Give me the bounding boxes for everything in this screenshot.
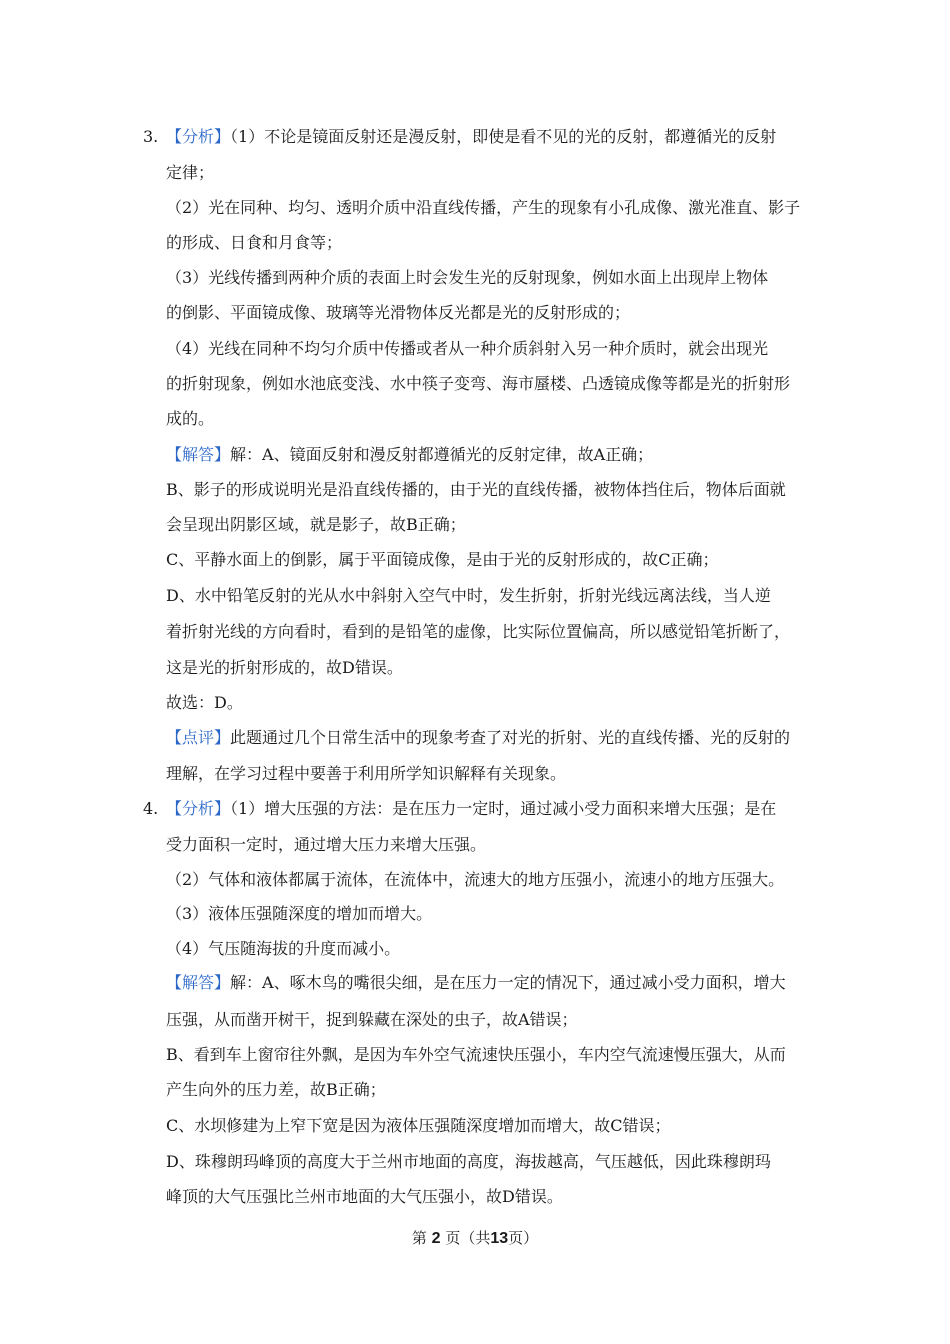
q3-comment-line-2: 理解，在学习过程中要善于利用所学知识解释有关现象。 bbox=[166, 764, 567, 783]
q3-answer-line-2: B、影子的形成说明光是沿直线传播的，由于光的直线传播，被物体挡住后，物体后面就 bbox=[166, 480, 786, 499]
q4-answer-line-1: 【解答】解：A、啄木鸟的嘴很尖细，是在压力一定的情况下，通过减小受力面积，增大 bbox=[166, 973, 786, 992]
answer-tag: 【解答】 bbox=[166, 445, 231, 464]
question-3-number: 3. bbox=[143, 127, 159, 146]
q3-analysis-line-7: （4）光线在同种不均匀介质中传播或者从一种介质斜射入另一种介质时，就会出现光 bbox=[166, 339, 769, 358]
q3-answer-line-1: 【解答】解：A、镜面反射和漫反射都遵循光的反射定律，故A正确； bbox=[166, 445, 654, 464]
page-footer: 第 2 页（共13页） bbox=[411, 1229, 539, 1247]
q3-comment-line-1: 【点评】此题通过几个日常生活中的现象考查了对光的折射、光的直线传播、光的反射的 bbox=[166, 728, 791, 747]
q4-analysis-line-3: （2）气体和液体都属于流体，在流体中，流速大的地方压强小，流速小的地方压强大。 bbox=[166, 870, 785, 889]
q4-analysis-line-4: （3）液体压强随深度的增加而增大。 bbox=[166, 904, 433, 923]
q4-answer-line-3: B、看到车上窗帘往外飘，是因为车外空气流速快压强小，车内空气流速慢压强大，从而 bbox=[166, 1045, 786, 1064]
question-4-number: 4. bbox=[143, 799, 159, 818]
q3-analysis-line-2: 定律； bbox=[166, 163, 215, 182]
comment-tag: 【点评】 bbox=[166, 728, 231, 747]
q4-analysis-line-2: 受力面积一定时，通过增大压力来增大压强。 bbox=[166, 835, 487, 854]
q3-analysis-line-3: （2）光在同种、均匀、透明介质中沿直线传播，产生的现象有小孔成像、激光准直、影子 bbox=[166, 198, 801, 217]
answer-tag: 【解答】 bbox=[166, 973, 231, 992]
total-pages: 13 bbox=[490, 1230, 509, 1247]
analysis-tag: 【分析】 bbox=[166, 127, 231, 146]
q4-answer-line-2: 压强，从而凿开树干，捉到躲藏在深处的虫子，故A错误； bbox=[166, 1010, 578, 1029]
q3-answer-line-3: 会呈现出阴影区域，就是影子，故B正确； bbox=[166, 515, 466, 534]
q4-answer-line-6: D、珠穆朗玛峰顶的高度大于兰州市地面的高度，海拔越高，气压越低，因此珠穆朗玛 bbox=[166, 1152, 771, 1171]
q4-analysis-line-1: 【分析】（1）增大压强的方法：是在压力一定时，通过减小受力面积来增大压强；是在 bbox=[166, 799, 777, 818]
q3-answer-line-7: 这是光的折射形成的，故D错误。 bbox=[166, 658, 403, 677]
q3-answer-line-5: D、水中铅笔反射的光从水中斜射入空气中时，发生折射，折射光线远离法线，当人逆 bbox=[166, 586, 771, 605]
q3-analysis-line-8: 的折射现象，例如水池底变浅、水中筷子变弯、海市蜃楼、凸透镜成像等都是光的折射形 bbox=[166, 374, 791, 393]
q3-answer-line-6: 着折射光线的方向看时，看到的是铅笔的虚像，比实际位置偏高，所以感觉铅笔折断了， bbox=[166, 622, 791, 641]
q4-answer-line-4: 产生向外的压力差，故B正确； bbox=[166, 1080, 386, 1099]
q4-answer-line-7: 峰顶的大气压强比兰州市地面的大气压强小，故D错误。 bbox=[166, 1187, 563, 1206]
analysis-tag: 【分析】 bbox=[166, 799, 231, 818]
q3-answer-choice: 故选：D。 bbox=[166, 693, 243, 712]
q4-answer-line-5: C、水坝修建为上窄下宽是因为液体压强随深度增加而增大，故C错误； bbox=[166, 1116, 671, 1135]
q3-analysis-line-9: 成的。 bbox=[166, 409, 215, 428]
current-page-number: 2 bbox=[431, 1230, 441, 1247]
q3-analysis-line-5: （3）光线传播到两种介质的表面上时会发生光的反射现象，例如水面上出现岸上物体 bbox=[166, 268, 769, 287]
q3-answer-line-4: C、平静水面上的倒影，属于平面镜成像，是由于光的反射形成的，故C正确； bbox=[166, 550, 719, 569]
q3-analysis-line-4: 的形成、日食和月食等； bbox=[166, 233, 343, 252]
q4-analysis-line-5: （4）气压随海拔的升度而减小。 bbox=[166, 939, 401, 958]
q3-analysis-line-1: 【分析】（1）不论是镜面反射还是漫反射，即使是看不见的光的反射，都遵循光的反射 bbox=[166, 127, 777, 146]
q3-analysis-line-6: 的倒影、平面镜成像、玻璃等光滑物体反光都是光的反射形成的； bbox=[166, 303, 631, 322]
